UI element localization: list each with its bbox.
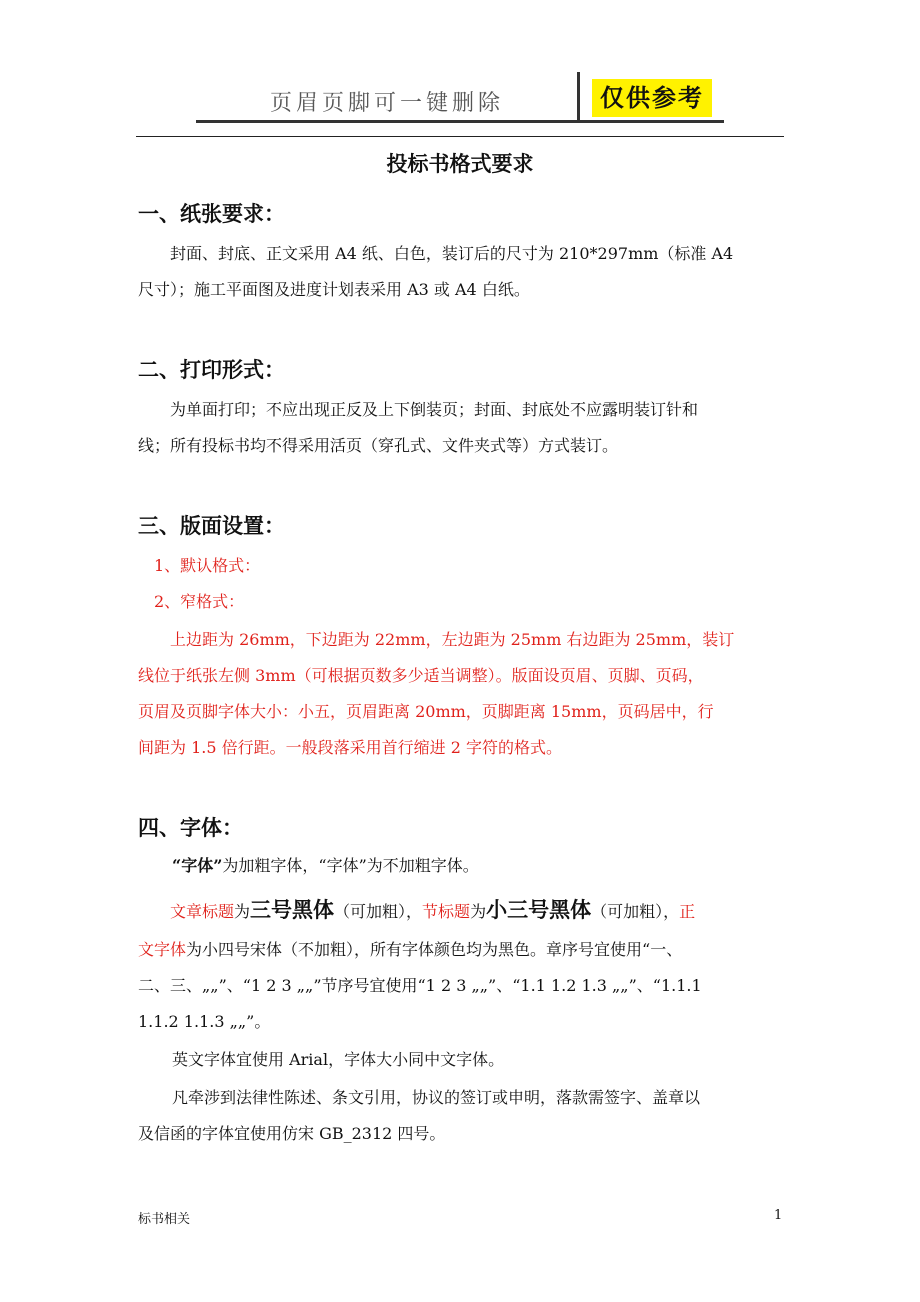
font-line-8: 及信函的字体宜使用仿宋 GB_2312 四号。 — [138, 1124, 446, 1143]
header-banner-divider — [577, 72, 580, 122]
section-printing-line-1: 为单面打印；不应出现正反及上下倒装页；封面、封底处不应露明装订针和 — [170, 400, 699, 419]
section-heading-printing: 二、打印形式： — [138, 358, 285, 382]
font-line-6: 英文字体宜使用 Arial，字体大小同中文字体。 — [172, 1050, 505, 1069]
layout-line-4: 间距为 1.5 倍行距。一般段落采用首行缩进 2 字符的格式。 — [138, 738, 562, 757]
footer-label: 标书相关 — [138, 1212, 191, 1227]
section-paper-line-1: 封面、封底、正文采用 A4 纸、白色，装订后的尺寸为 210*297mm（标准 A4 — [170, 244, 734, 263]
font-line-3-rest: 为小四号宋体（不加粗），所有字体颜色均为黑色。章序号宜使用“一、 — [186, 940, 683, 959]
font-text-seg: （可加粗）， — [334, 902, 423, 921]
font-text-seg: （可加粗）， — [591, 902, 680, 921]
font-text-seg: 为 — [470, 902, 487, 921]
layout-line-2: 线位于纸张左侧 3mm（可根据页数多少适当调整）。版面设页眉、页脚、页码， — [138, 666, 704, 685]
font-size-sample-small3: 小三号黑体 — [486, 898, 592, 922]
font-body-label-start: 正 — [679, 902, 696, 921]
font-line-2 — [170, 892, 695, 930]
font-chapter-title-label: 文章标题 — [170, 902, 235, 921]
section-heading-layout: 三、版面设置： — [138, 514, 285, 538]
font-line-4: 二、三、„„”、“1 2 3 „„”节序号宜使用“1 2 3 „„”、“1.1 1.2 1.3 „„”、“1.1.1 — [138, 976, 702, 995]
font-bold-sample: “字体” — [172, 856, 223, 875]
header-banner-underline — [196, 120, 724, 123]
font-size-sample-3: 三号黑体 — [250, 898, 335, 922]
font-line-3 — [138, 932, 682, 968]
header-banner-text: 页眉页脚可一键删除 — [270, 91, 505, 116]
font-line-1-rest: 为加粗字体，“字体”为不加粗字体。 — [222, 856, 479, 875]
font-line-1 — [172, 848, 479, 884]
font-text-seg: 为 — [234, 902, 251, 921]
layout-line-3: 页眉及页脚字体大小：小五，页眉距离 20mm，页脚距离 15mm，页码居中，行 — [138, 702, 714, 721]
font-line-5: 1.1.2 1.1.3 „„”。 — [138, 1012, 271, 1031]
page-number: 1 — [774, 1208, 783, 1223]
section-paper-line-2: 尺寸）；施工平面图及进度计划表采用 A3 或 A4 白纸。 — [138, 280, 530, 299]
reference-only-badge: 仅供参考 — [592, 79, 712, 117]
layout-item-default: 1、默认格式： — [154, 556, 261, 575]
header-rule — [136, 136, 784, 137]
section-printing-line-2: 线；所有投标书均不得采用活页（穿孔式、文件夹式等）方式装订。 — [138, 436, 619, 455]
section-heading-paper: 一、纸张要求： — [138, 202, 285, 226]
layout-line-1: 上边距为 26mm，下边距为 22mm，左边距为 25mm 右边距为 25mm，装订 — [170, 630, 735, 649]
font-section-title-label: 节标题 — [422, 902, 471, 921]
section-heading-font: 四、字体： — [138, 816, 243, 840]
font-line-7: 凡牵涉到法律性陈述、条文引用，协议的签订或申明，落款需签字、盖章以 — [172, 1088, 701, 1107]
font-body-label-end: 文字体 — [138, 940, 187, 959]
layout-item-narrow: 2、窄格式： — [154, 592, 245, 611]
page-title: 投标书格式要求 — [386, 152, 534, 176]
